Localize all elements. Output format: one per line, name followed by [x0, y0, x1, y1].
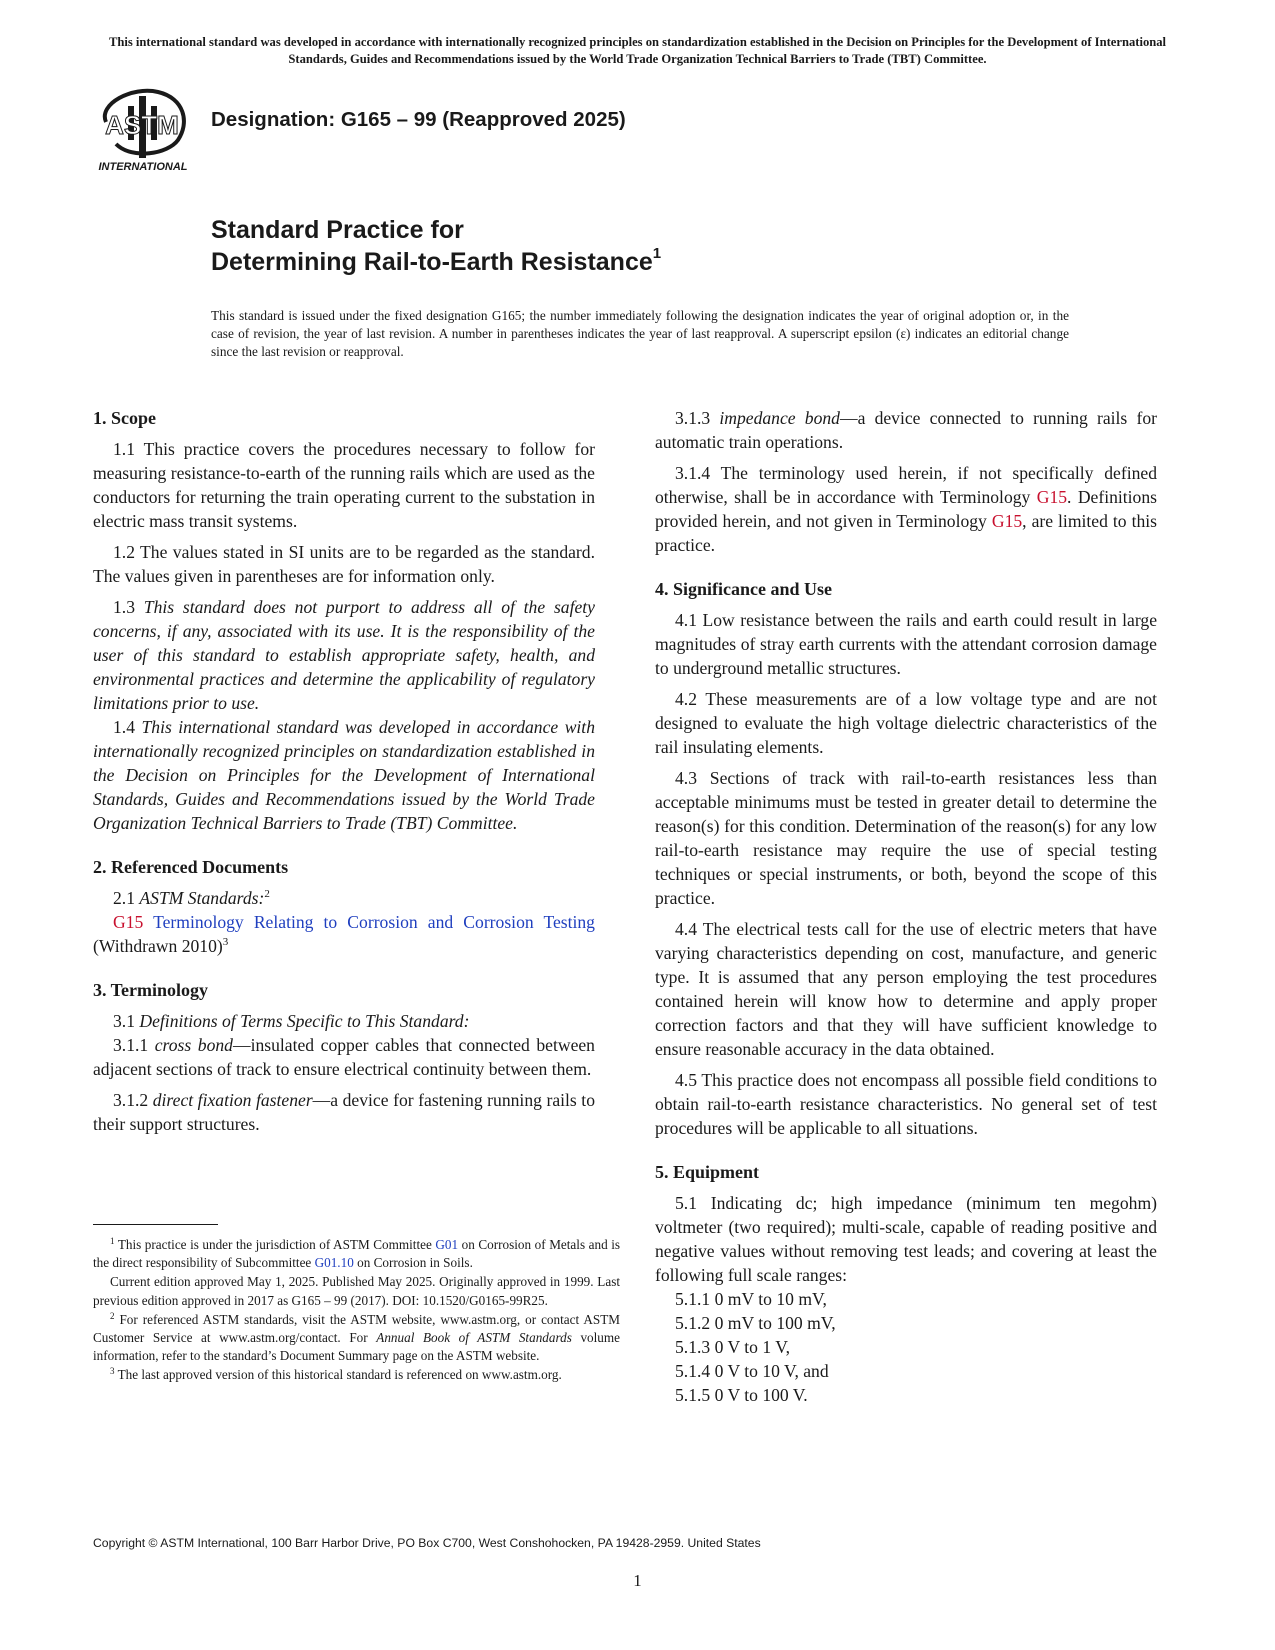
link-subcommittee-g01-10[interactable]: G01.10 [314, 1255, 354, 1271]
paragraph-3-1-2: 3.1.2 direct fixation fastener—a device for fastening running rails to their support structures. [93, 1090, 595, 1134]
footnote-3: $^3$ The last approved version of this historical standard is referenced on www.astm.org. [110, 1366, 562, 1383]
paragraph-4-4: 4.4 The electrical tests call for the use of electric meters that have varying characteristics depending on cost, manufacture, and generic type. It is assumed that any person employing the test procedures contained herein will know how to determine and apply proper correction factors and that they will have sufficient knowledge to ensure reasonable accuracy in the data obtained. [655, 919, 1157, 1059]
range-item: 5.1.5 0 V to 100 V. [675, 1385, 808, 1405]
paragraph-2-1: 2.1 ASTM Standards:$^2$ [113, 888, 270, 908]
paragraph-1-1: 1.1 This practice covers the procedures necessary to follow for measuring resistance-to-earth of the running rails which are used as the conductors for returning the train operating current to the substation in electric mass transit systems. [93, 439, 595, 531]
paragraph-4-1: 4.1 Low resistance between the rails and earth could result in large magnitudes of stray earth currents with the attendant corrosion damage to underground metallic structures. [655, 610, 1157, 678]
footnote-divider [93, 1224, 218, 1225]
paragraph-3-1-1: 3.1.1 cross bond—insulated copper cables that connected between adjacent sections of track to ensure electrical continuity between them. [93, 1035, 595, 1079]
range-item: 5.1.2 0 mV to 100 mV, [675, 1313, 836, 1333]
title-footnote-mark: 1 [652, 245, 662, 262]
range-item: 5.1.3 0 V to 1 V, [675, 1337, 791, 1357]
link-g15-2[interactable]: G15 [991, 511, 1023, 531]
paragraph-4-5: 4.5 This practice does not encompass all possible field conditions to obtain rail-to-earth resistance characteristics. No general set of test procedures will be applicable to all situations. [655, 1070, 1157, 1138]
footnote-edition: Current edition approved May 1, 2025. Published May 2025. Originally approved in 1999. Last previous edition approved in 2017 as G165 – 99 (2017). DOI: 10.1520/G0165-99R25. [93, 1274, 620, 1308]
paragraph-1-4: 1.4 This international standard was developed in accordance with internationally recognized principles on standardization established in the Decision on Principles for the Development of International Standards, Guides and Recommendations issued by the World Trade Organization Technical Barriers to Trade (TBT) Committee. [93, 717, 595, 833]
paragraph-3-1: 3.1 Definitions of Terms Specific to This Standard: [113, 1011, 470, 1031]
footnote-2: $^2$ For referenced ASTM standards, visit the ASTM website, www.astm.org, or contact ASTM Customer Service at www.astm.org/contact. For Annual Book of ASTM Standards volume information, refer to the standard’s Document Summary page on the ASTM website. [93, 1310, 621, 1364]
paragraph-1-2: 1.2 The values stated in SI units are to be regarded as the standard. The values given in parentheses are for information only. [93, 542, 595, 586]
footnotes [93, 1236, 620, 1386]
section-heading-equipment: 5. Equipment [655, 1162, 760, 1182]
range-item: 5.1.1 0 mV to 10 mV, [675, 1289, 827, 1309]
paragraph-3-1-4: 3.1.4 The terminology used herein, if not specifically defined otherwise, shall be in accordance with Terminology G15. Definitions provided herein, and not given in Terminology G15, are limited to this practice. [655, 463, 1157, 555]
paragraph-5-1: 5.1 Indicating dc; high impedance (minimum ten megohm) voltmeter (two required); multi-scale, capable of reading positive and negative values without removing test leads; and covering at least the following full scale ranges: [655, 1193, 1157, 1285]
right-column [655, 406, 1157, 1407]
reference-g15-title-link[interactable]: Terminology Relating to Corrosion and Corrosion Testing [153, 912, 595, 932]
range-item: 5.1.4 0 V to 10 V, and [675, 1361, 829, 1381]
international-standard-notice: This international standard was developed in accordance with internationally recognized principles on standardization established in the Decision on Principles for the Development of International Standards, Guides and Recommendations issued by the World Trade Organization Technical Barriers to Trade (TBT) Committee. [108, 35, 1167, 66]
link-committee-g01[interactable]: G01 [435, 1237, 459, 1252]
footnote-1: $^1$ This practice is under the jurisdiction of ASTM Committee G01 on Corrosion of Metals and is the direct responsibility of Subcommittee G01.10 on Corrosion in Soils. [93, 1236, 621, 1271]
left-column [93, 406, 595, 1143]
section-heading-referenced-documents: 2. Referenced Documents [93, 857, 289, 877]
section-heading-terminology: 3. Terminology [93, 980, 209, 1000]
logo-letters: ASTM [105, 110, 179, 140]
copyright-notice: Copyright © ASTM International, 100 Barr Harbor Drive, PO Box C700, West Conshohocken, PA 19428-2959. United States [93, 1536, 761, 1550]
page-number: 1 [633, 1571, 642, 1590]
section-heading-scope: 1. Scope [93, 408, 156, 428]
reference-g15-code[interactable]: G15 [113, 912, 144, 932]
paragraph-3-1-3: 3.1.3 impedance bond—a device connected to running rails for automatic train operations. [655, 408, 1157, 452]
reference-g15: G15 Terminology Relating to Corrosion and Corrosion Testing (Withdrawn 2010)$^3$ [93, 912, 595, 956]
astm-logo [92, 82, 194, 174]
issuance-statement: This standard is issued under the fixed designation G165; the number immediately following the designation indicates the year of original adoption or, in the case of revision, the year of last revision. A number in parentheses indicates the year of last reapproval. A superscript epsilon (ε) indicates an editorial change since the last revision or reapproval. [211, 308, 1069, 359]
paragraph-1-3: 1.3 This standard does not purport to address all of the safety concerns, if any, associated with its use. It is the responsibility of the user of this standard to establish appropriate safety, health, and environmental practices and determine the applicability of regulatory limitations prior to use. [93, 597, 595, 713]
paragraph-4-3: 4.3 Sections of track with rail-to-earth resistances less than acceptable minimums must be tested in greater detail to determine the reason(s) for this condition. Determination of the reason(s) for any low rail-to-earth resistance may require the use of special testing techniques or special instruments, or both, beyond the scope of this practice. [655, 768, 1157, 908]
link-g15-1[interactable]: G15 [1036, 487, 1068, 507]
title-line-1: Standard Practice for [211, 216, 464, 244]
logo-subtitle: INTERNATIONAL [98, 161, 188, 173]
document-title [211, 214, 661, 278]
paragraph-4-2: 4.2 These measurements are of a low voltage type and are not designed to evaluate the high voltage dielectric characteristics of the rail insulating elements. [655, 689, 1157, 757]
section-heading-significance: 4. Significance and Use [655, 579, 833, 599]
title-line-2: Determining Rail-to-Earth Resistance$^1$ [211, 245, 662, 276]
designation: Designation: G165 – 99 (Reapproved 2025) [211, 108, 626, 131]
